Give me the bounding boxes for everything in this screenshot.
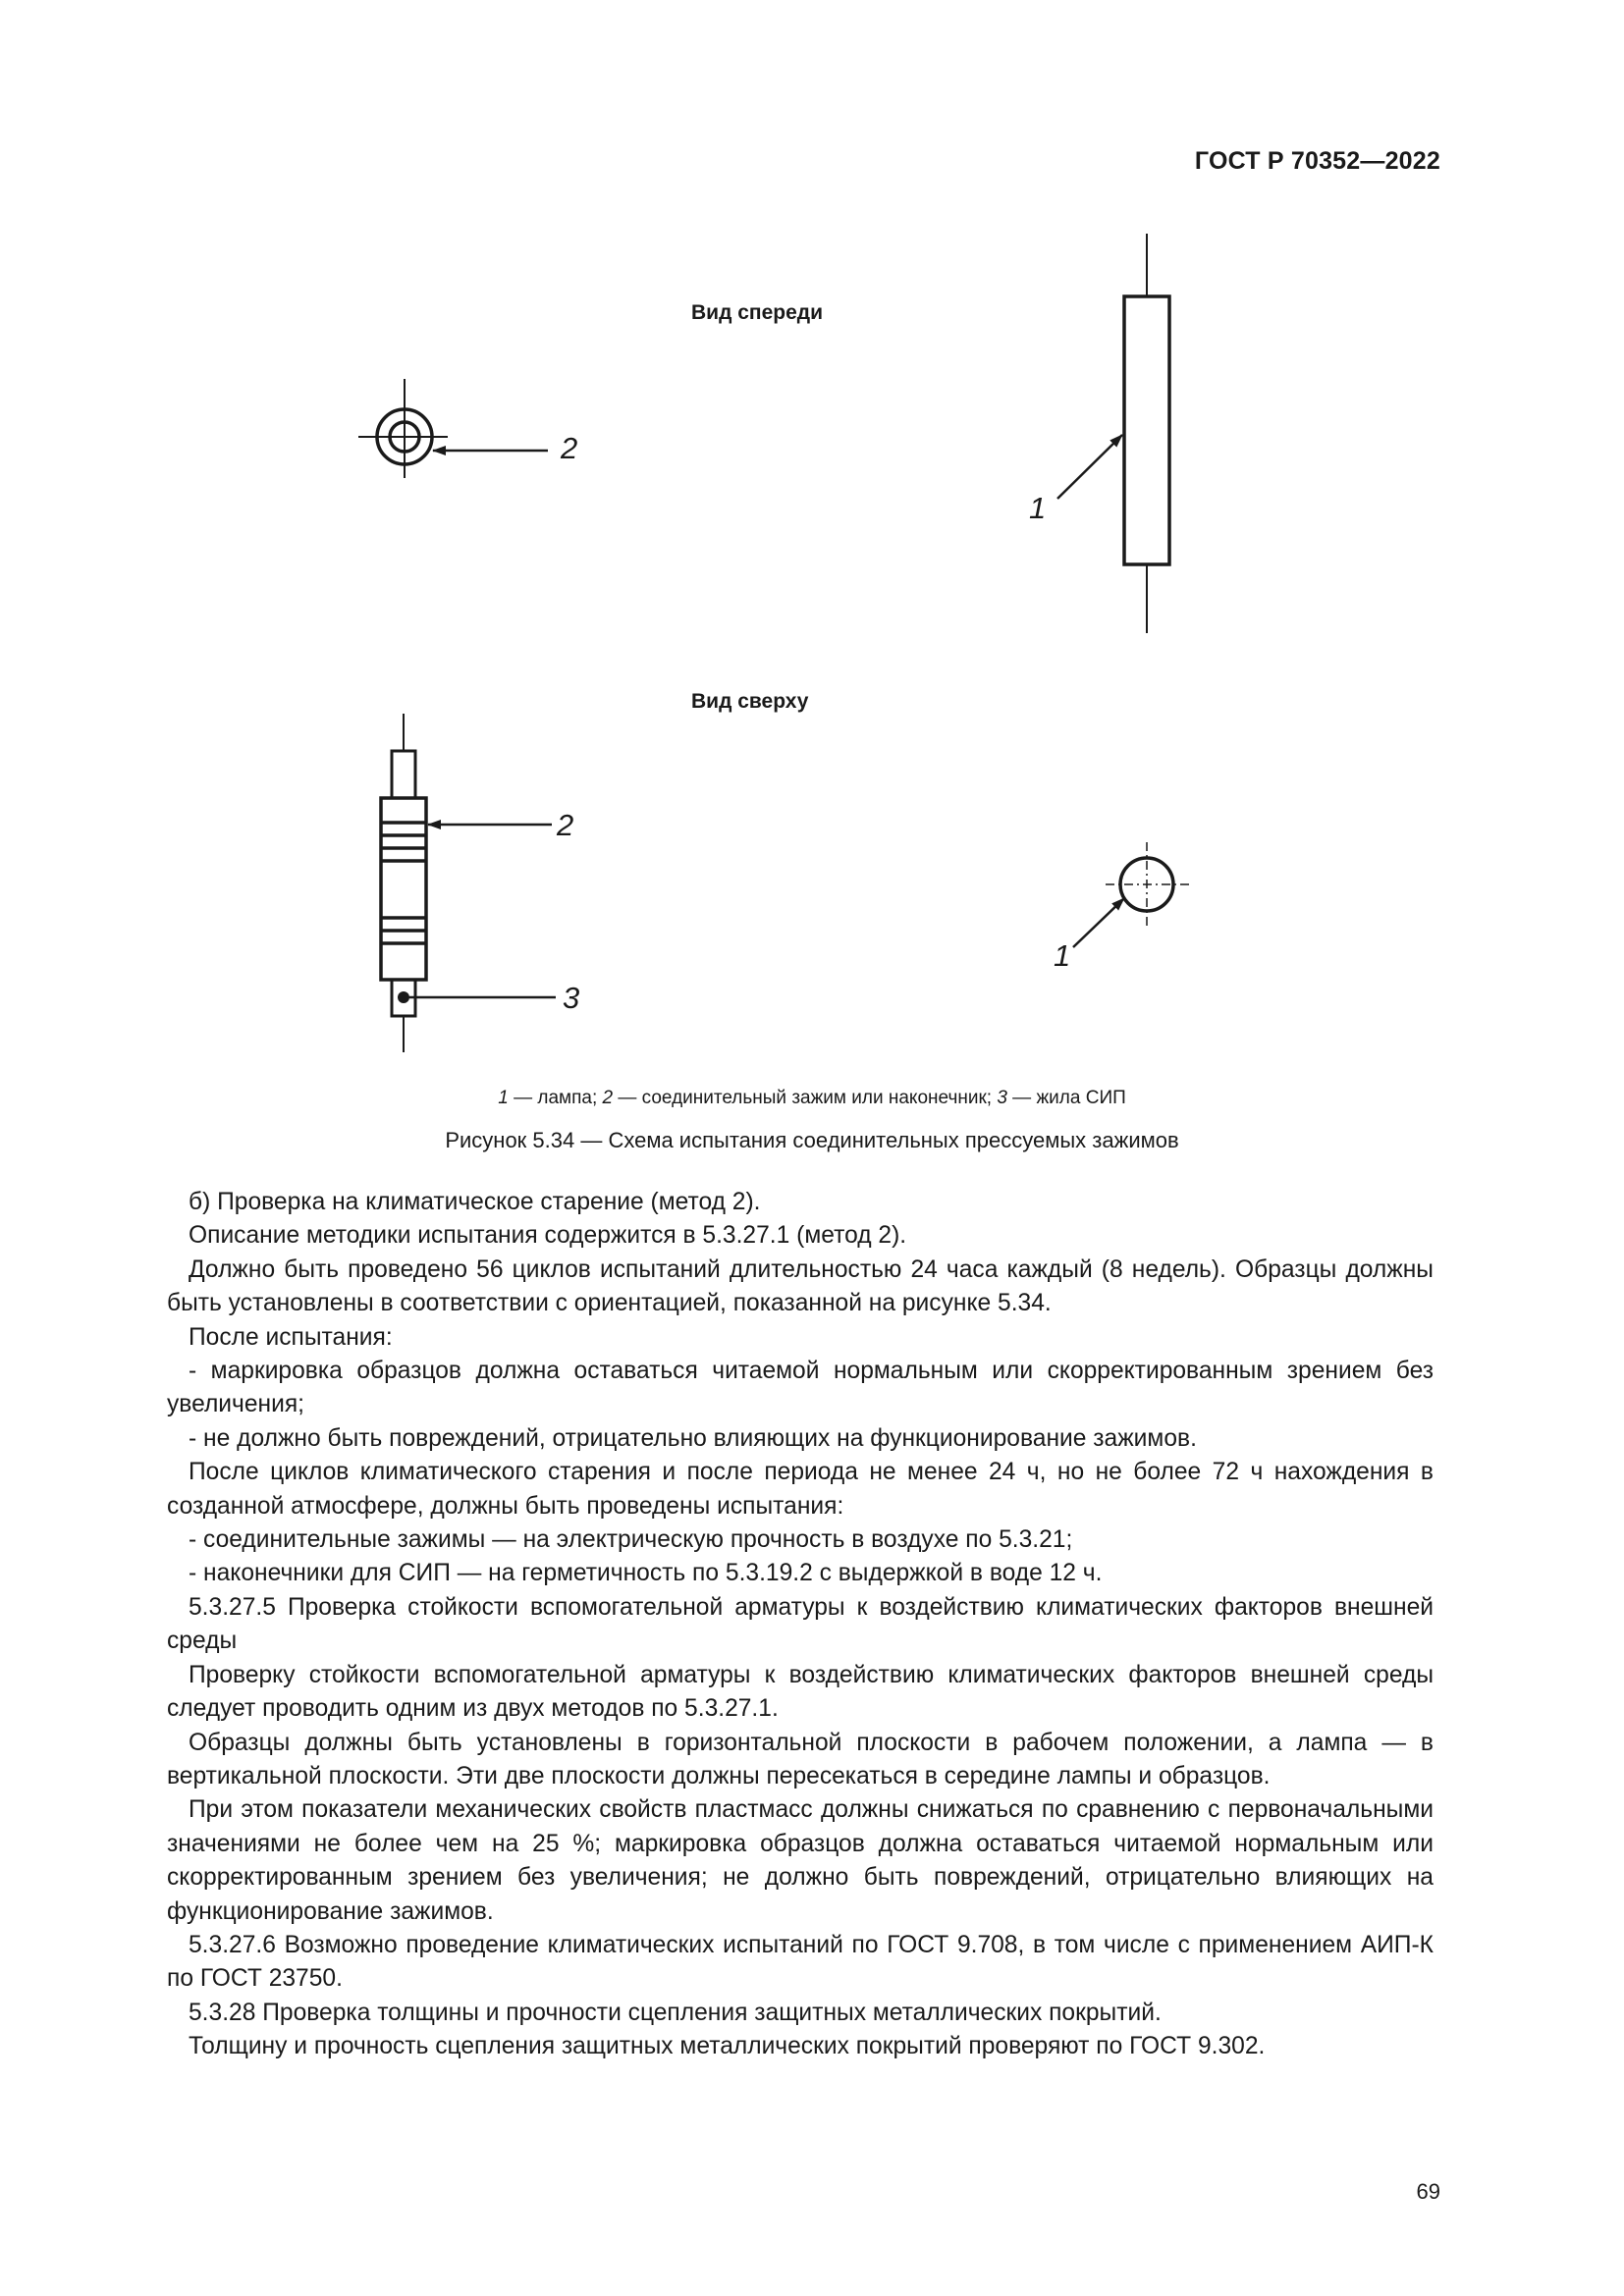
paragraph: Образцы должны быть установлены в горизонтальной плоскости в рабочем положении, а лампа — в вертикальной плоскости. Эти две плоскости должны пересекаться в середине лампы и образцов. — [167, 1729, 1434, 1789]
legend-num-1: 1 — [498, 1088, 509, 1108]
top-view-clamp — [381, 714, 556, 1052]
top-view-lamp — [1073, 842, 1190, 947]
front-view-clamp — [358, 379, 548, 478]
legend-text-1: — лампа; — [508, 1088, 603, 1108]
paragraph: После циклов климатического старения и после периода не менее 24 ч, но не более 72 ч нахождения в созданной атмосфере, должны быть проведены испытания: — [167, 1459, 1434, 1520]
paragraph: Проверку стойкости вспомогательной арматуры к воздействию климатических факторов внешней среды следует проводить одним из двух методов по 5.3.27.1. — [167, 1661, 1434, 1723]
front-view-lamp — [1057, 234, 1169, 633]
figure-legend — [0, 1088, 1624, 1109]
figure-caption: Рисунок 5.34 — Схема испытания соединительных прессуемых зажимов — [445, 1128, 1179, 1152]
legend-num-3: 3 — [997, 1088, 1007, 1108]
paragraph: б) Проверка на климатическое старение (метод 2). — [189, 1189, 761, 1215]
list-item: - не должно быть повреждений, отрицательно влияющих на функционирование зажимов. — [189, 1424, 1197, 1452]
list-item: - маркировка образцов должна оставаться читаемой нормальным или скорректированным зрением без увеличения; — [167, 1358, 1434, 1418]
list-item: - соединительные зажимы — на электрическую прочность в воздухе по 5.3.21; — [189, 1526, 1073, 1554]
callout-2-top: 2 — [557, 808, 574, 842]
paragraph: Описание методики испытания содержится в 5.3.27.1 (метод 2). — [189, 1222, 907, 1250]
legend-num-2: 2 — [602, 1088, 614, 1108]
paragraph: После испытания: — [189, 1323, 393, 1351]
paragraph: 5.3.27.6 Возможно проведение климатических испытаний по ГОСТ 9.708, в том числе с применением АИП-К по ГОСТ 23750. — [167, 1931, 1434, 1993]
list-item: - наконечники для СИП — на герметичность по 5.3.19.2 с выдержкой в воде 12 ч. — [189, 1560, 1103, 1587]
front-view-label: Вид спереди — [691, 301, 824, 324]
document-header: ГОСТ Р 70352—2022 — [1194, 147, 1440, 175]
page-number: 69 — [1416, 2179, 1440, 2204]
section-heading: 5.3.28 Проверка толщины и прочности сцепления защитных металлических покрытий. — [189, 1999, 1162, 2026]
top-view-label: Вид сверху — [691, 690, 809, 713]
legend-text-2: — соединительный зажим или наконечник; — [613, 1088, 998, 1108]
paragraph: Должно быть проведено 56 циклов испытаний длительностью 24 часа каждый (8 недель). Образцы должны быть установлены в соответствии с ориентацией, показанной на рисунке 5.34. — [167, 1255, 1434, 1317]
figure-5-34-diagram — [0, 0, 1624, 1080]
section-heading: 5.3.27.5 Проверка стойкости вспомогательной арматуры к воздействию климатических факторов внешней среды — [167, 1593, 1434, 1655]
callout-1-top: 1 — [1054, 938, 1071, 973]
paragraph: При этом показатели механических свойств пластмасс должны снижаться по сравнению с первоначальными значениями не более чем на 25 %; маркировка образцов должна оставаться читаемой нормальным или скорректированным зрением без увеличения; не должно быть повреждений, отрицательно влияющих на функционирование зажимов. — [167, 1796, 1434, 1925]
paragraph: Толщину и прочность сцепления защитных металлических покрытий проверяют по ГОСТ 9.302. — [189, 2033, 1266, 2060]
callout-2-front: 2 — [561, 431, 578, 465]
callout-1-front: 1 — [1029, 491, 1047, 525]
body-text — [167, 1186, 1434, 2064]
callout-3-top: 3 — [563, 981, 580, 1015]
legend-text-3: — жила СИП — [1006, 1088, 1126, 1108]
